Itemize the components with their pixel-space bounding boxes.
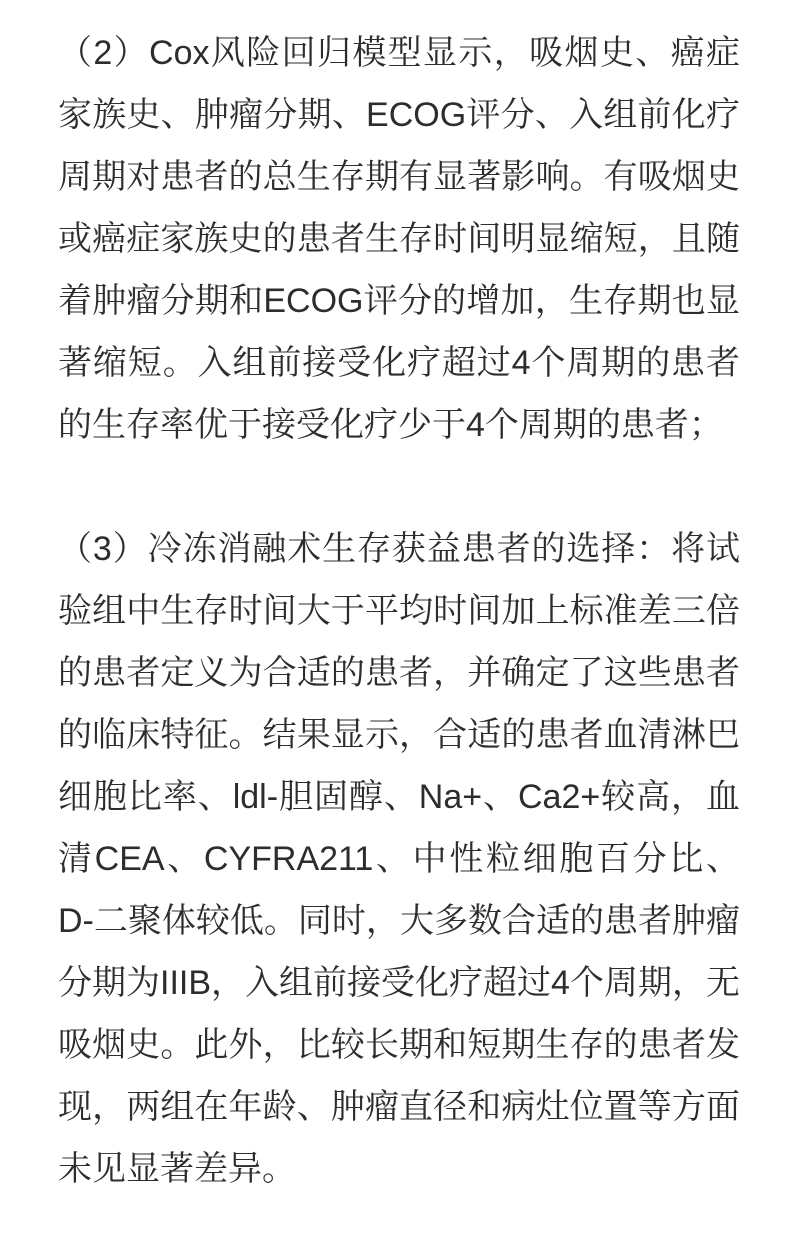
paragraph-cryoablation-selection: （3）冷冻消融术生存获益患者的选择：将试验组中生存时间大于平均时间加上标准差三倍的患者定义为合适的患者，并确定了这些患者的临床特征。结果显示，合适的患者血清淋巴细胞比率、ldl-胆固醇、Na+、Ca2+较高，血清CEA、CYFRA211、中性粒细胞百分比、D-二聚体较低。同时，大多数合适的患者肿瘤分期为IIIB，入组前接受化疗超过4个周期，无吸烟史。此外，比较长期和短期生存的患者发现，两组在年龄、肿瘤直径和病灶位置等方面未见显著差异。 <box>58 530 740 1188</box>
article-body <box>58 22 740 1200</box>
paragraph-cox-regression: （2）Cox风险回归模型显示，吸烟史、癌症家族史、肿瘤分期、ECOG评分、入组前化疗周期对患者的总生存期有显著影响。有吸烟史或癌症家族史的患者生存时间明显缩短，且随着肿瘤分期和ECOG评分的增加，生存期也显著缩短。入组前接受化疗超过4个周期的患者的生存率优于接受化疗少于4个周期的患者； <box>58 34 740 444</box>
